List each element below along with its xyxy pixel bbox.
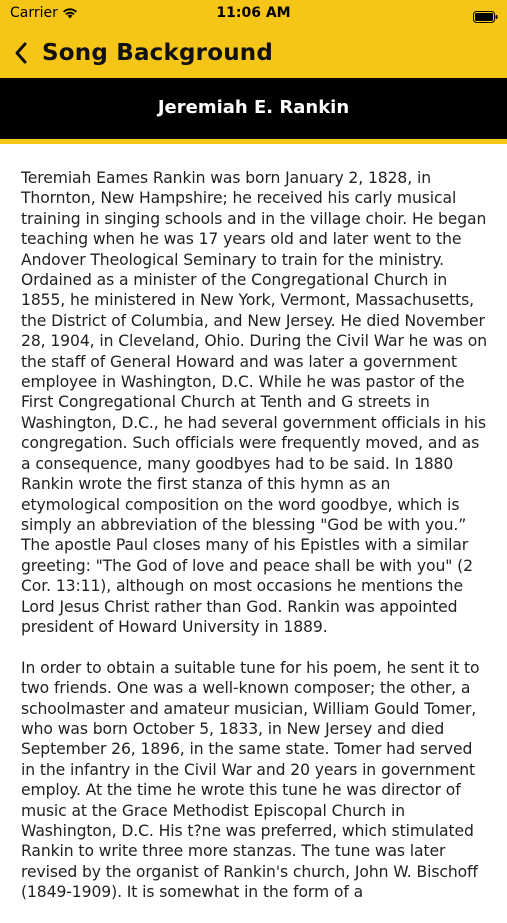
navigation-bar: [0, 28, 507, 78]
author-name: Jeremiah E. Rankin: [157, 97, 350, 118]
status-time: 11:06 AM: [216, 5, 291, 21]
author-header: [0, 78, 507, 144]
paragraph: Teremiah Eames Rankin was born January 2, 1828, in Thornton, New Hampshire; he received his carly musical training in singing schools and in the village choir. He began teaching when he was 17 years old and later went to the Andover Theological Seminary to train for the ministry. Ordained as a minister of the Congregational Church in 1855, he ministered in New York, Vermont, Massachusetts, the District of Columbia, and New Jersey. He died November 28, 1904, in Cleveland, Ohio. During the Civil War he was on the staff of General Howard and was later a government employee in Washington, D.C. While he was pastor of the First Congregational Church at Tenth and G streets in Washington, D.C., he had several government officials in his congregation. Such officials were frequently moved, and as a consequence, many goodbyes had to be said. In 1880 Rankin wrote the first stanza of this hymn as an etymological composition on the word goodbye, which is simply an abbreviation of the blessing "God be with you.” The apostle Paul closes many of his Epistles with a similar greeting: "The God of love and peace shall be with you" (2 Cor. 13:11), although on most occasions he mentions the Lord Jesus Christ rather than God. Rankin was appointed president of Howard University in 1889.: [21, 169, 488, 636]
carrier-label: Carrier: [10, 5, 58, 21]
page-title: Song Background: [42, 40, 274, 66]
back-button[interactable]: [14, 28, 273, 78]
battery-icon: [473, 8, 497, 19]
song-background-text: [21, 168, 489, 923]
paragraph: In order to obtain a suitable tune for his poem, he sent it to two friends. One was a well-known composer; the other, a schoolmaster and amateur musician, William Gould Tomer, who was born October 5, 1833, in New Jersey and died September 26, 1896, in the same state. Tomer had served in the infantry in the Civil War and 20 years in government employ. At the time he wrote this tune he was director of music at the Grace Methodist Episcopal Church in Washington, D.C. His t?ne was preferred, which stimulated Rankin to write three more stanzas. The tune was later revised by the organist of Rankin's church, John W. Bischoff (1849-1909). It is somewhat in the form of a: [21, 658, 480, 902]
status-bar: [0, 0, 507, 28]
chevron-left-icon[interactable]: [14, 41, 28, 65]
